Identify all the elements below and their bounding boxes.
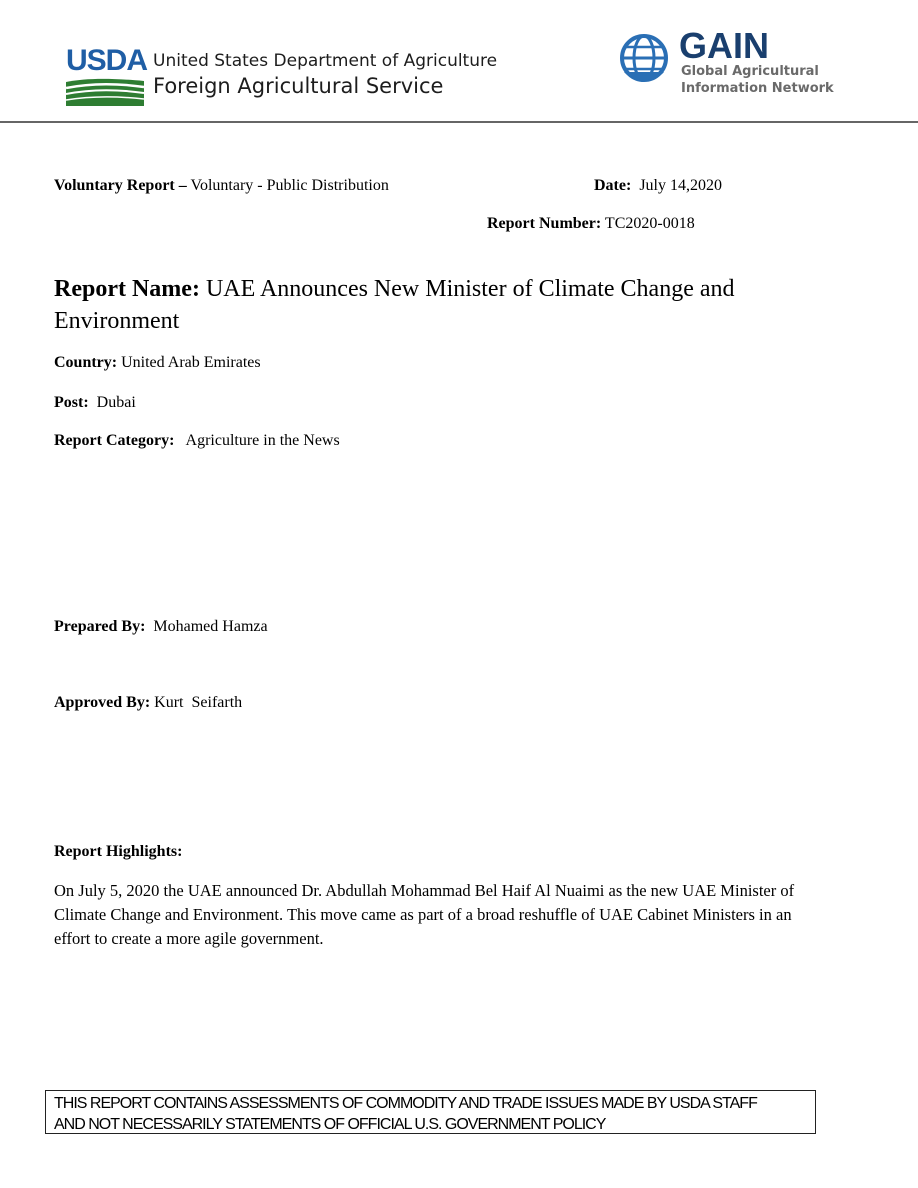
usda-logo-text: USDA — [66, 44, 148, 77]
report-number-value: TC2020-0018 — [601, 215, 695, 232]
report-number-label: Report Number: — [487, 215, 602, 232]
report-name-label: Report Name: — [54, 276, 200, 302]
date-value: July 14,2020 — [631, 177, 722, 194]
approved-by — [54, 694, 242, 712]
report-type — [54, 177, 389, 195]
category-label: Report Category: — [54, 432, 175, 449]
report-date — [594, 177, 722, 195]
usda-logo-waves-icon — [66, 78, 144, 106]
highlights-paragraph: On July 5, 2020 the UAE announced Dr. Abdullah Mohammad Bel Haif Al Nuaimi as the new UAE Minister of Climate Change and Environment. This move came as part of a broad reshuffle of UAE Cabinet Ministers in an effort to create a more agile government. — [54, 881, 795, 948]
header-divider — [0, 121, 918, 123]
approved-label: Approved By: — [54, 694, 151, 711]
report-type-value: Voluntary - Public Distribution — [186, 177, 389, 194]
gain-logo-text: GAIN — [679, 25, 769, 66]
agency-name: United States Department of Agriculture — [153, 51, 498, 71]
post — [54, 394, 136, 412]
country — [54, 354, 261, 372]
gain-subtitle-line1: Global Agricultural — [681, 64, 819, 79]
country-label: Country: — [54, 354, 118, 371]
report-name — [54, 273, 814, 337]
disclaimer-line2: AND NOT NECESSARILY STATEMENTS OF OFFICIAL U.S. GOVERNMENT POLICY — [54, 1116, 606, 1133]
country-value: United Arab Emirates — [117, 354, 261, 371]
post-value: Dubai — [88, 394, 136, 411]
date-label: Date: — [594, 177, 632, 194]
report-type-label: Voluntary Report – — [54, 177, 187, 194]
prepared-by — [54, 618, 268, 636]
disclaimer-box — [45, 1090, 816, 1134]
highlights-heading: Report Highlights: — [54, 843, 183, 860]
report-name-value: UAE Announces New Minister of Climate Change and Environment — [54, 276, 735, 334]
category-value: Agriculture in the News — [174, 432, 340, 449]
agency-subname: Foreign Agricultural Service — [153, 74, 444, 98]
prepared-label: Prepared By: — [54, 618, 146, 635]
globe-icon — [618, 32, 670, 84]
prepared-value: Mohamed Hamza — [145, 618, 268, 635]
approved-value: Kurt Seifarth — [150, 694, 243, 711]
gain-subtitle-line2: Information Network — [681, 81, 834, 96]
report-category — [54, 432, 340, 450]
disclaimer-line1: THIS REPORT CONTAINS ASSESSMENTS OF COMMODITY AND TRADE ISSUES MADE BY USDA STAFF — [54, 1095, 757, 1112]
post-label: Post: — [54, 394, 89, 411]
report-number — [487, 215, 695, 233]
